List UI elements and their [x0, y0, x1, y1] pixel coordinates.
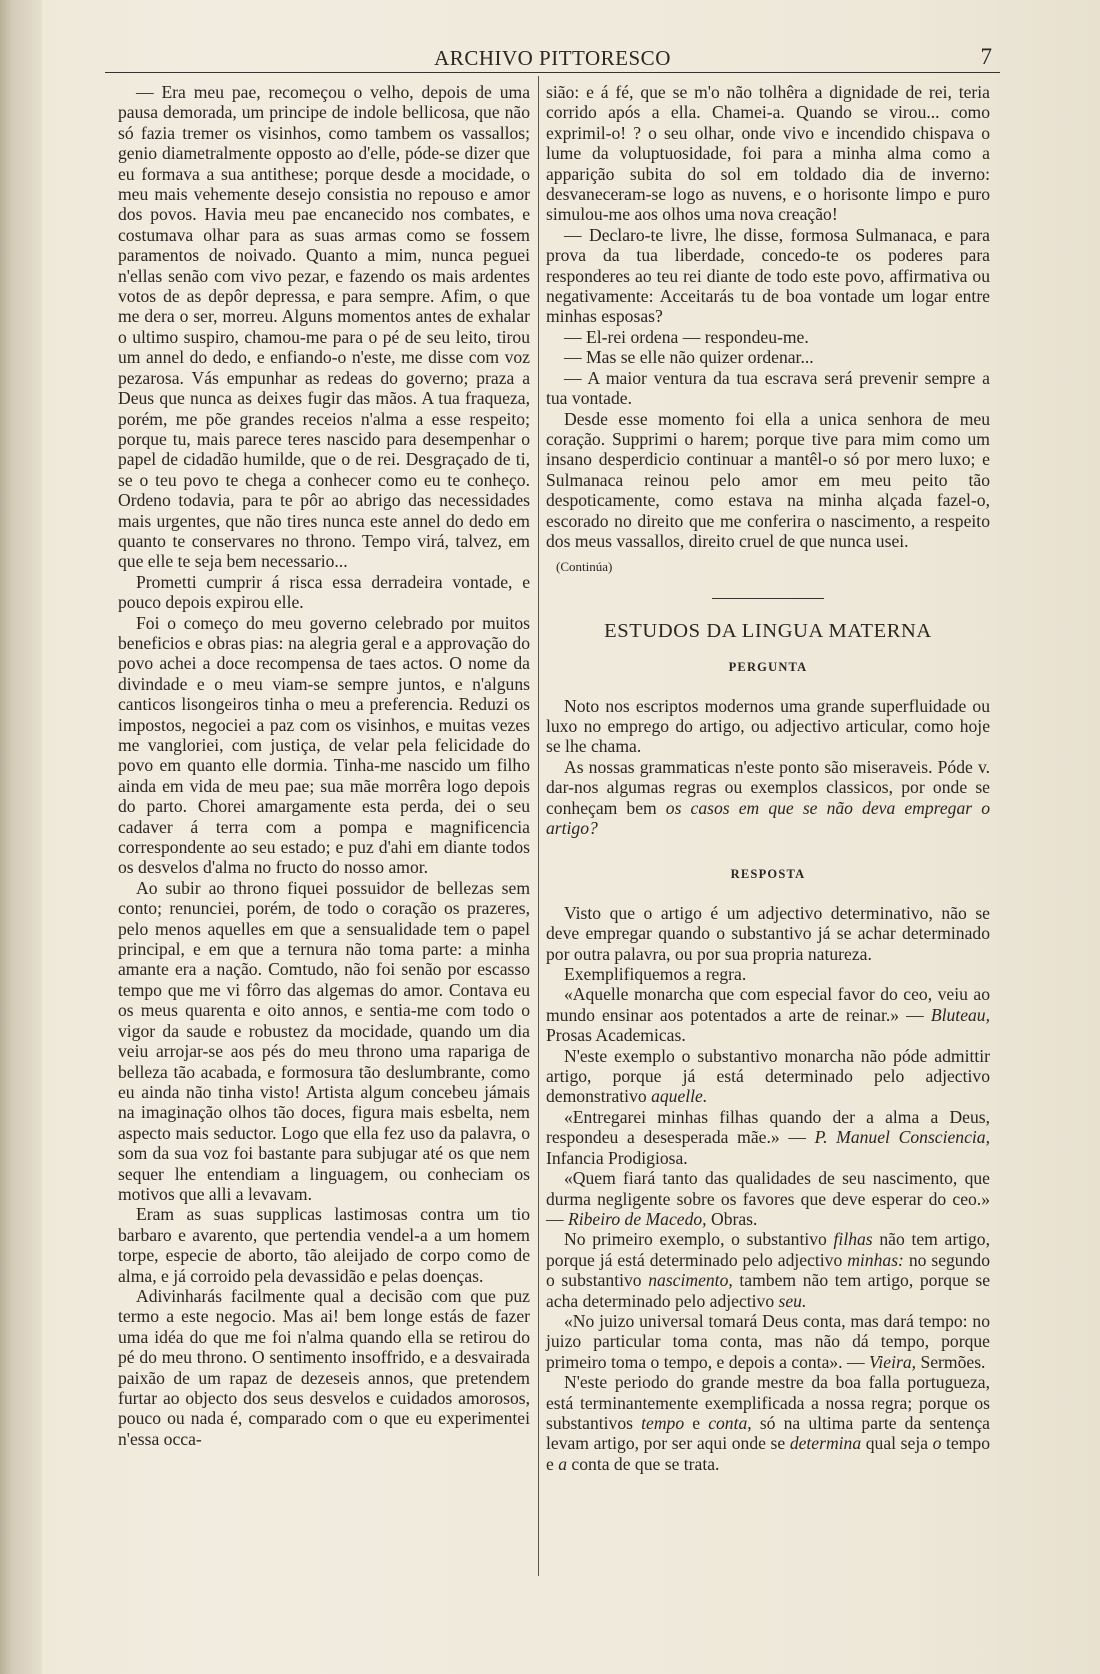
- paragraph: Ao subir ao throno fiquei possuidor de bellezas sem conto; renunciei, porém, de todo o coração os prazeres, pelo menos aquelles em que a sensualidade tem o papel principal, e em que a ternura não toma parte: a minha amante era a nação. Comtudo, não foi senão por escasso tempo que me vi fôrro das algemas do amor. Contava eu os meus quarenta e oito annos, e sentia-me com todo o vigor da saude e robustez da mocidade, quando um dia veiu arrojar-se aos pés do meu throno uma rapariga de belleza tão acabada, e formosura tão deslumbrante, como eu ainda não tinha visto! Artista algum concebeu jámais na imaginação olhos tão doces, figura mais esbelta, nem aspecto mais seductor. Logo que ella fez uso da palavra, o som da sua voz foi bastante para subjugar até os que nem sequer lhe entendiam a linguagem, ou conheciam os motivos que alli a levavam.: [118, 877, 530, 1204]
- text: tempo e: [546, 1433, 991, 1474]
- paragraph: Adivinharás facilmente qual a decisão com que puz termo a este negocio. Mas ai! bem longe estás de fazer uma idéa do que me foi n'alma quando ella se retirou do pé do meu throno. O sentimento insoffrido, e a desvairada paixão de um rapaz de dezeseis annos, que pretendem furtar ao objecto dos seus desvelos e cuidados amorosos, pouco ou nada é, comparado com o que eu experimentei n'essa occa-: [118, 1285, 530, 1449]
- italic-word: o: [932, 1433, 942, 1454]
- continued-note: (Continúa): [556, 559, 613, 575]
- paragraph: [546, 1046, 990, 1107]
- right-column: [546, 82, 990, 1474]
- paragraph: Foi o começo do meu governo celebrado por muitos beneficios e obras pias: na alegria geral e a approvação do povo achei a doce recompensa de taes actos. O nome da divindade e o meu viam-se sempre juntos, e n'alguns canticos lisongeiros tinha o meu a preferencia. Reduzi os impostos, negociei a paz com os visinhos, e muitas vezes me vangloriei, com justiça, de velar pela felicidade do povo em quanto elle dormia. Tinha-me nascido um filho ainda em vida de meu pae; sua mãe morrêra logo depois do parto. Chorei amargamente esta perda, dei o seu cadaver á terra com a pompa e magnificencia correspondente ao seu estado; e puz d'ahi em diante todos os desvelos d'alma no fructo do nosso amor.: [118, 612, 530, 878]
- book-spine: [0, 0, 42, 1674]
- text: tambem não tem artigo, porque se acha determinado pelo adjectivo: [546, 1270, 991, 1311]
- quote-work: Infancia Prodigiosa.: [546, 1147, 688, 1168]
- journal-title: ARCHIVO PITTORESCO: [434, 46, 671, 70]
- quote: [546, 984, 990, 1045]
- paragraph: [546, 1372, 990, 1474]
- text: só na ultima parte da sentença levam artigo, por ser aqui onde se: [546, 1412, 990, 1454]
- question-heading: PERGUNTA: [728, 660, 808, 675]
- italic-word: seu.: [778, 1290, 807, 1311]
- quote-work: Sermões.: [916, 1351, 986, 1372]
- quote-text: «Entregarei minhas filhas quando der a alma a Deus, respondeu a desesperada mãe.» —: [546, 1106, 990, 1148]
- quote-author: P. Manuel Consciencia,: [814, 1127, 990, 1148]
- paragraph: Noto nos escriptos modernos uma grande superfluidade ou luxo no emprego do artigo, ou adjectivo articular, como hoje se lhe chama.: [546, 695, 990, 757]
- text: não tem artigo, porque já está determinado pelo adjectivo: [546, 1229, 990, 1270]
- italic-word: a: [558, 1453, 568, 1474]
- text: conta de que se trata.: [567, 1453, 720, 1474]
- text: N'este periodo do grande mestre da boa falla portugueza, está terminantemente exemplificada a nossa regra; porque os substantivos: [546, 1372, 990, 1433]
- quote-text: «No juizo universal tomará Deus conta, mas dará tempo: no juizo particular toma conta, mas não dá tempo, porque primeiro toma o tempo, e depois a conta». —: [546, 1310, 990, 1372]
- section-title: ESTUDOS DA LINGUA MATERNA: [604, 619, 932, 642]
- italic-word: filhas: [833, 1229, 873, 1250]
- paragraph: Desde esse momento foi ella a unica senhora de meu coração. Supprimi o harem; porque tive para mim como um insano desperdicio continuar a mantêl-o só por mero luxo; e Sulmanaca reinou pelo amor em meu peito tão despoticamente, como estava na minha alçada fazel-o, escorado no direito que me conferira o nascimento, a respeito dos meus vassallos, direito cruel de que nunca usei.: [546, 408, 990, 551]
- quote-work: Prosas Academicas.: [546, 1025, 686, 1046]
- paragraph: sião: e á fé, que se m'o não tolhêra a dignidade de rei, teria corrido após a ella. Chamei-a. Quando se virou... como exprimil-o! ? o seu olhar, onde vivo e incendido chispava o lume da voluptuosidade, foi para a minha alma como a apparição subita do sol em toldado dia de inverno: desvaneceram-se logo as nuvens, e o horisonte limpo e puro simulou-me aos olhos uma nova creação!: [546, 82, 990, 225]
- paragraph: Visto que o artigo é um adjectivo determinativo, não se deve empregar quando o substantivo já se achar determinado por outra palavra, ou por sua propria natureza.: [546, 902, 990, 964]
- paragraph: Exemplifiquemos a regra.: [564, 964, 747, 985]
- text: No primeiro exemplo, o substantivo: [564, 1229, 834, 1250]
- quote-work: Obras.: [706, 1208, 758, 1229]
- italic-word: conta,: [708, 1412, 752, 1433]
- answer-heading: RESPOSTA: [730, 867, 806, 882]
- paragraph: — Declaro-te livre, lhe disse, formosa Sulmanaca, e para prova da tua liberdade, concedo-te os poderes para responderes ao teu rei diante de todo este povo, affirmativa ou negativamente: Acceitarás tu de boa vontade um logar entre minhas esposas?: [546, 224, 990, 327]
- paragraph: — Era meu pae, recomeçou o velho, depois de uma pausa demorada, um principe de indole bellicosa, que não só fazia tremer os visinhos, como tambem os vassallos; genio diametralmente opposto ao d'elle, póde-se dizer que eu formava a sua antithese; porque desde a mocidade, o meu mais vehemente desejo consistia no repouso e amor dos povos. Havia meu pae encanecido nos combates, e costumava olhar para as suas armas como se fossem paramentos de noivado. Quanto a mim, nunca peguei n'ellas senão com vivo pezar, e fazendo os mais ardentes votos de as depôr depressa, e para sempre. Afim, o que me dera o ser, morreu. Alguns momentos antes de exhalar o ultimo suspiro, chamou-me para o pé de seu leito, tirou um annel do dedo, e enfiando-o n'este, me disse com voz pezarosa. Vás empunhar as redeas do governo; praza a Deus que nunca as deixes fugir das mãos. A tua fraqueza, porém, me põe grandes receios n'alma a esse respeito; porque tu, mais parece teres nascido para desempenhar o papel de cidadão humilde, que o de rei. Desgraçado de ti, se o teu povo te chega a conhecer como eu te conheço. Ordeno todavia, para te pôr ao abrigo das necessidades mais urgentes, que não tires nunca este annel do dedo em quanto te conservares no throno. Tempo virá, talvez, em que elle te seja bem necessario...: [118, 82, 530, 572]
- quote: [546, 1311, 990, 1372]
- italic-word: aquelle.: [651, 1086, 708, 1107]
- quote: [546, 1107, 990, 1168]
- page-header: [105, 42, 1000, 73]
- question-italic: os casos em que se não deva empregar o artigo?: [546, 797, 991, 838]
- italic-word: minhas:: [847, 1249, 904, 1270]
- paragraph: Prometti cumprir á risca essa derradeira vontade, e pouco depois expirou elle.: [118, 571, 530, 613]
- paragraph: — Mas se elle não quizer ordenar...: [564, 347, 814, 368]
- column-divider: [538, 76, 539, 1576]
- italic-word: tempo: [641, 1412, 685, 1433]
- text: e: [684, 1412, 709, 1433]
- italic-word: nascimento,: [648, 1270, 733, 1291]
- paragraph: — A maior ventura da tua escrava será prevenir sempre a tua vontade.: [546, 367, 990, 409]
- quote-text: «Quem fiará tanto das qualidades de seu nascimento, que durma negligente sobre os favores que deve esperar do ceo.» —: [546, 1168, 990, 1229]
- paragraph: [546, 1229, 990, 1311]
- text: no segundo o substantivo: [546, 1249, 990, 1291]
- quote-author: Vieira,: [868, 1351, 917, 1372]
- text: qual seja: [861, 1433, 933, 1454]
- quote-author: Ribeiro de Macedo,: [568, 1208, 707, 1229]
- page-number: 7: [980, 44, 992, 69]
- question-text: As nossas grammaticas n'este ponto são miseraveis. Póde v. dar-nos algumas regras ou exemplos classicos, por onde se conheçam bem: [546, 756, 990, 818]
- text: N'este exemplo o substantivo monarcha não póde admittir artigo, porque já está determinado pelo adjectivo demonstrativo: [546, 1045, 990, 1107]
- quote-text: «Aquelle monarcha que com especial favor do ceo, veiu ao mundo ensinar aos potentados a arte de reinar.» —: [546, 984, 990, 1025]
- quote-author: Bluteau,: [930, 1004, 990, 1025]
- left-column: [118, 82, 530, 1449]
- section-rule: [712, 598, 824, 599]
- italic-word: determina: [789, 1433, 862, 1454]
- paragraph: — El-rei ordena — respondeu-me.: [564, 326, 809, 347]
- quote: [546, 1168, 990, 1229]
- paragraph: Eram as suas supplicas lastimosas contra um tio barbaro e avarento, que pertendia vendel-a a um homem torpe, especie de aborto, tão aleijado de corpo como de alma, e já corroido pela devassidão e pelas doenças.: [118, 1204, 530, 1286]
- paragraph: [546, 757, 990, 839]
